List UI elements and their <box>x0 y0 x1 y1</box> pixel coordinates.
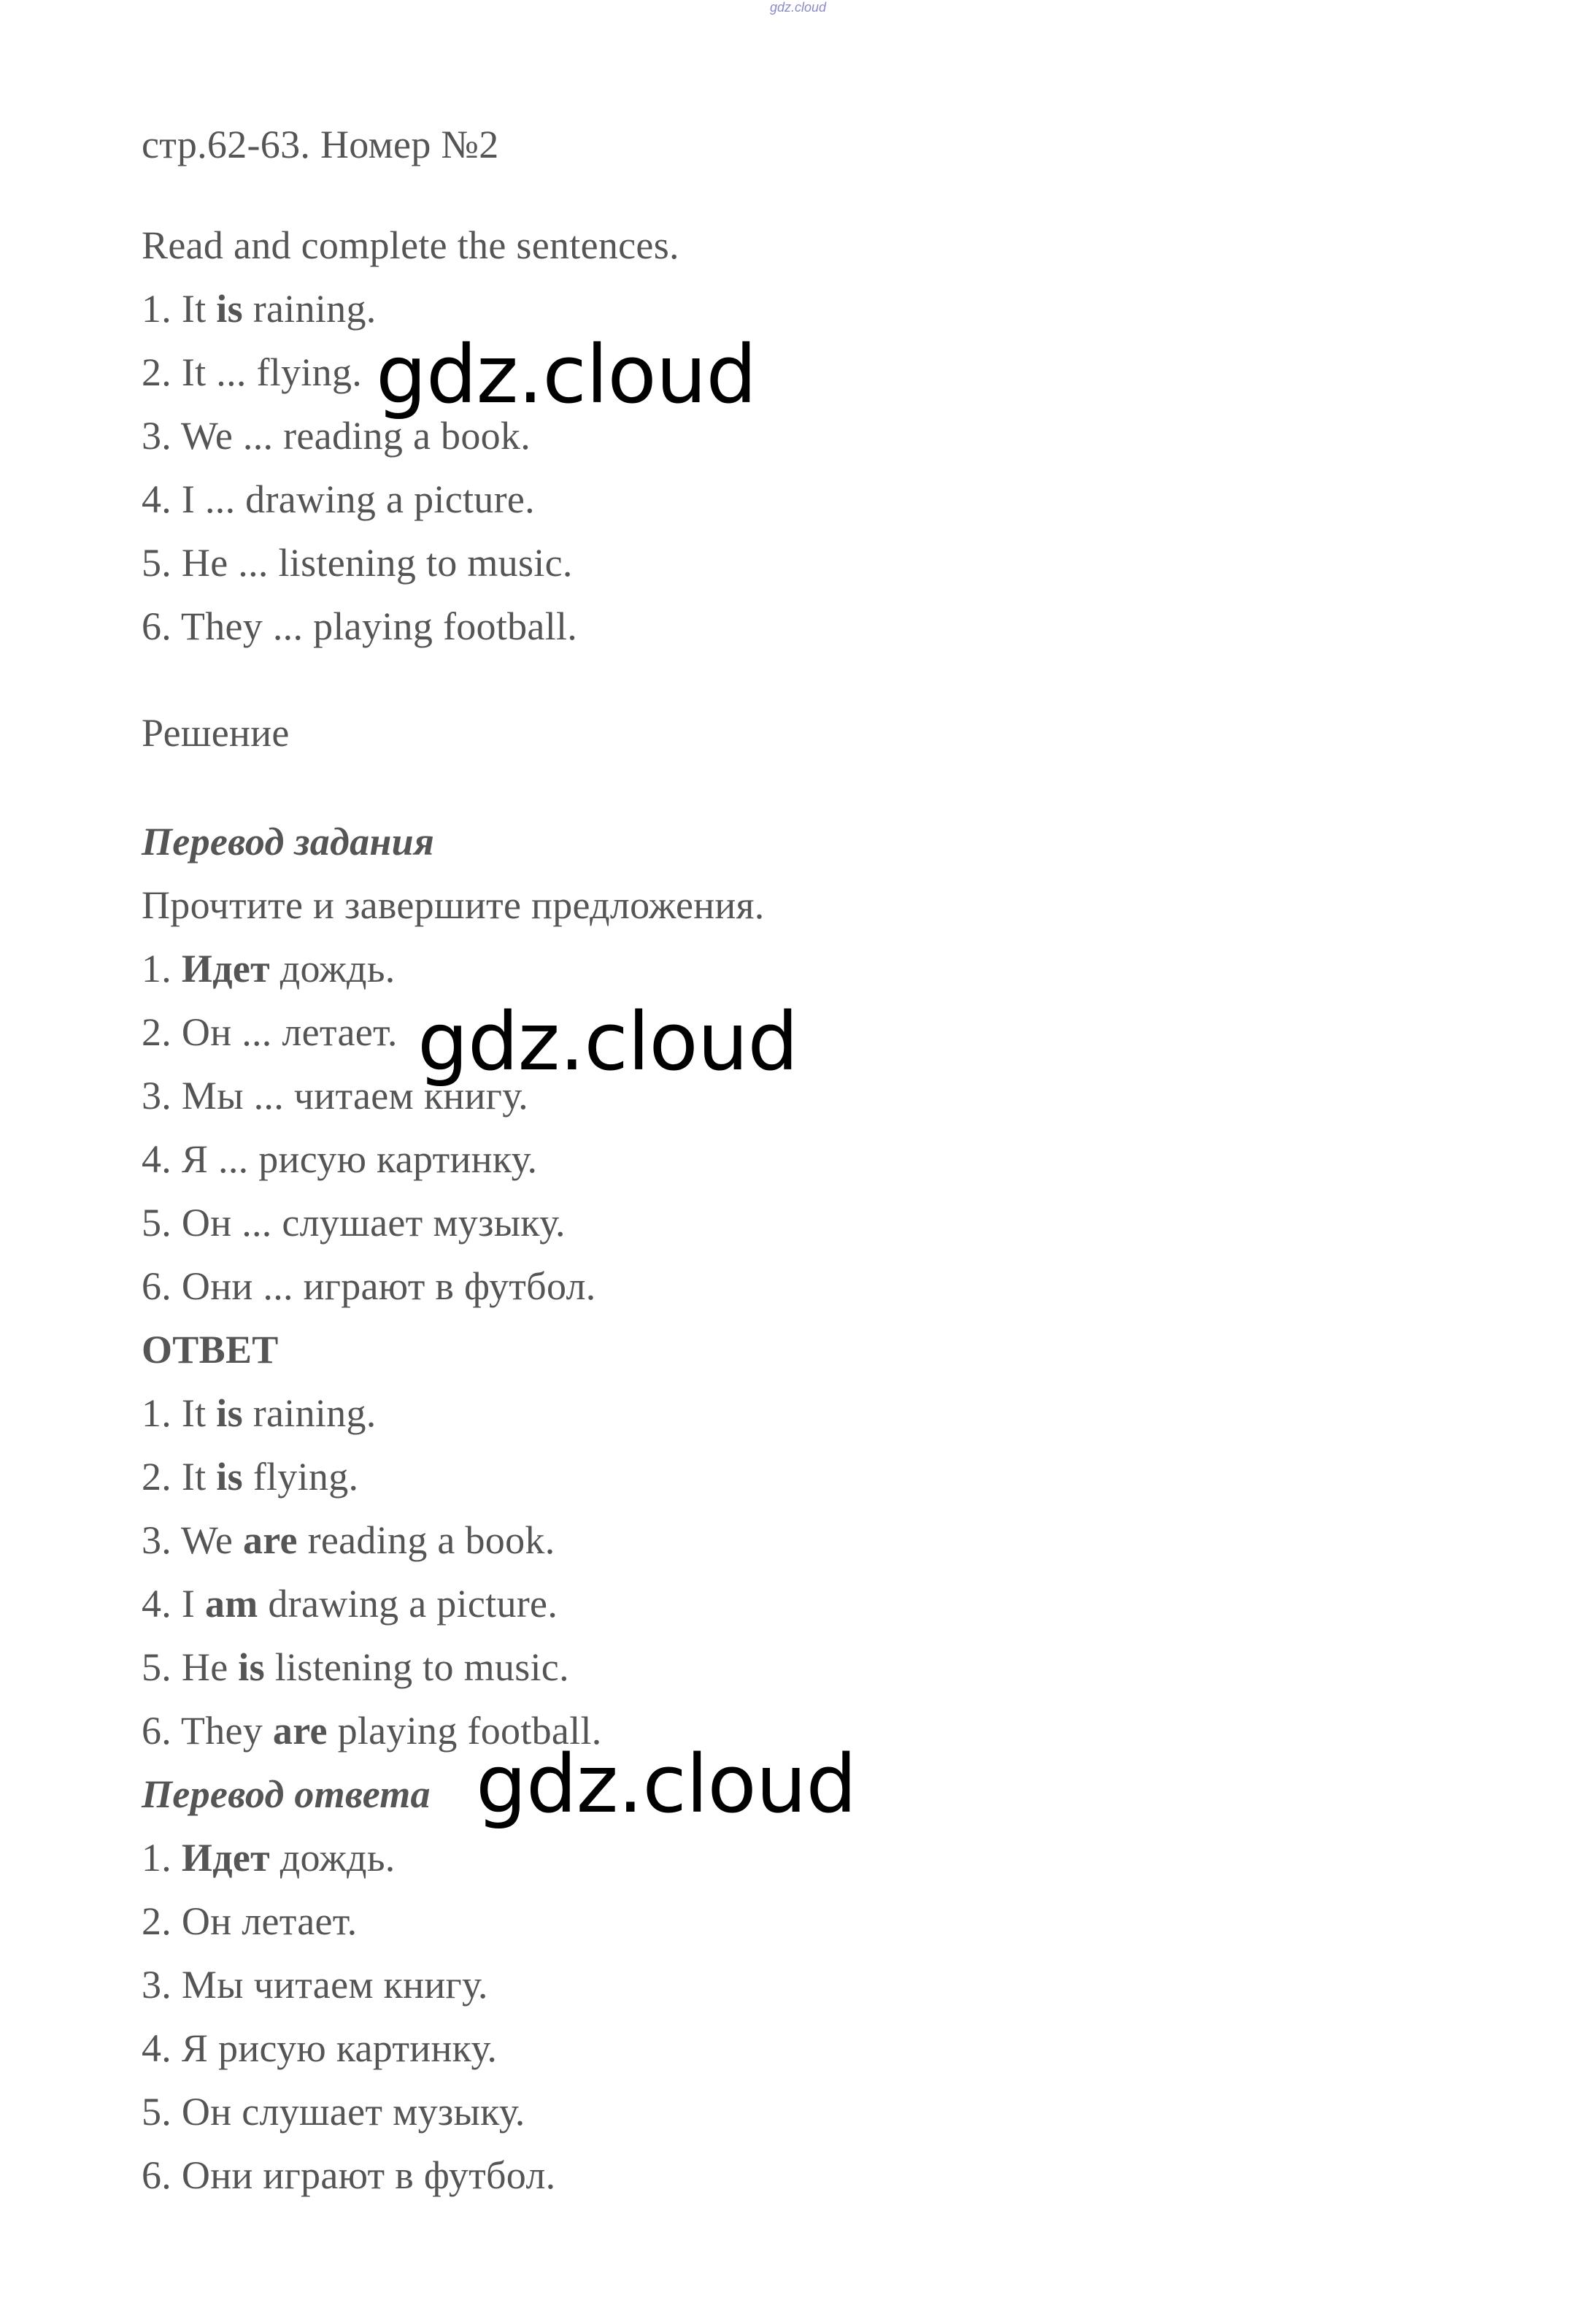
task-translation-heading: Перевод задания <box>142 820 435 864</box>
watermark-text: gdz.cloud <box>476 1737 857 1831</box>
answer-translation-heading: Перевод ответа <box>142 1772 431 1816</box>
answer-item: 5. He is listening to music. <box>142 1645 569 1689</box>
answer-translation-item: 2. Он летает. <box>142 1899 358 1943</box>
answer-translation-item: 5. Он слушает музыку. <box>142 2090 525 2134</box>
watermark-text: gdz.cloud <box>376 328 757 421</box>
task-item: 3. We ... reading a book. <box>142 414 531 458</box>
solution-heading: Решение <box>142 711 290 755</box>
watermark-text: gdz.cloud <box>417 995 798 1088</box>
translation-item: 2. Он ... летает. <box>142 1010 398 1054</box>
answer-translation-item: 4. Я рисую картинку. <box>142 2026 498 2070</box>
answer-item: 3. We are reading a book. <box>142 1518 555 1562</box>
translation-item: 5. Он ... слушает музыку. <box>142 1201 566 1245</box>
answer-heading: ОТВЕТ <box>142 1328 279 1372</box>
task-item: 1. It is raining. <box>142 287 377 331</box>
task-item: 4. I ... drawing a picture. <box>142 477 535 521</box>
top-watermark: gdz.cloud <box>769 0 827 15</box>
answer-translation-item: 6. Они играют в футбол. <box>142 2153 556 2197</box>
task-item: 2. It ... flying. <box>142 350 363 394</box>
translation-item: 1. Идет дождь. <box>142 947 396 991</box>
answer-translation-item: 1. Идет дождь. <box>142 1836 396 1880</box>
answer-item: 2. It is flying. <box>142 1455 359 1499</box>
task-translation-instruction: Прочтите и завершите предложения. <box>142 883 765 927</box>
translation-item: 4. Я ... рисую картинку. <box>142 1137 538 1181</box>
answer-translation-item: 3. Мы читаем книгу. <box>142 1963 488 2007</box>
answer-item: 1. It is raining. <box>142 1391 377 1435</box>
page-title: стр.62-63. Номер №2 <box>142 123 499 166</box>
translation-item: 3. Мы ... читаем книгу. <box>142 1074 528 1118</box>
answer-item: 6. They are playing football. <box>142 1709 602 1753</box>
answer-item: 4. I am drawing a picture. <box>142 1582 558 1626</box>
task-item: 6. They ... playing football. <box>142 604 578 648</box>
task-instruction: Read and complete the sentences. <box>142 223 679 267</box>
translation-item: 6. Они ... играют в футбол. <box>142 1264 596 1308</box>
task-item: 5. He ... listening to music. <box>142 541 573 585</box>
